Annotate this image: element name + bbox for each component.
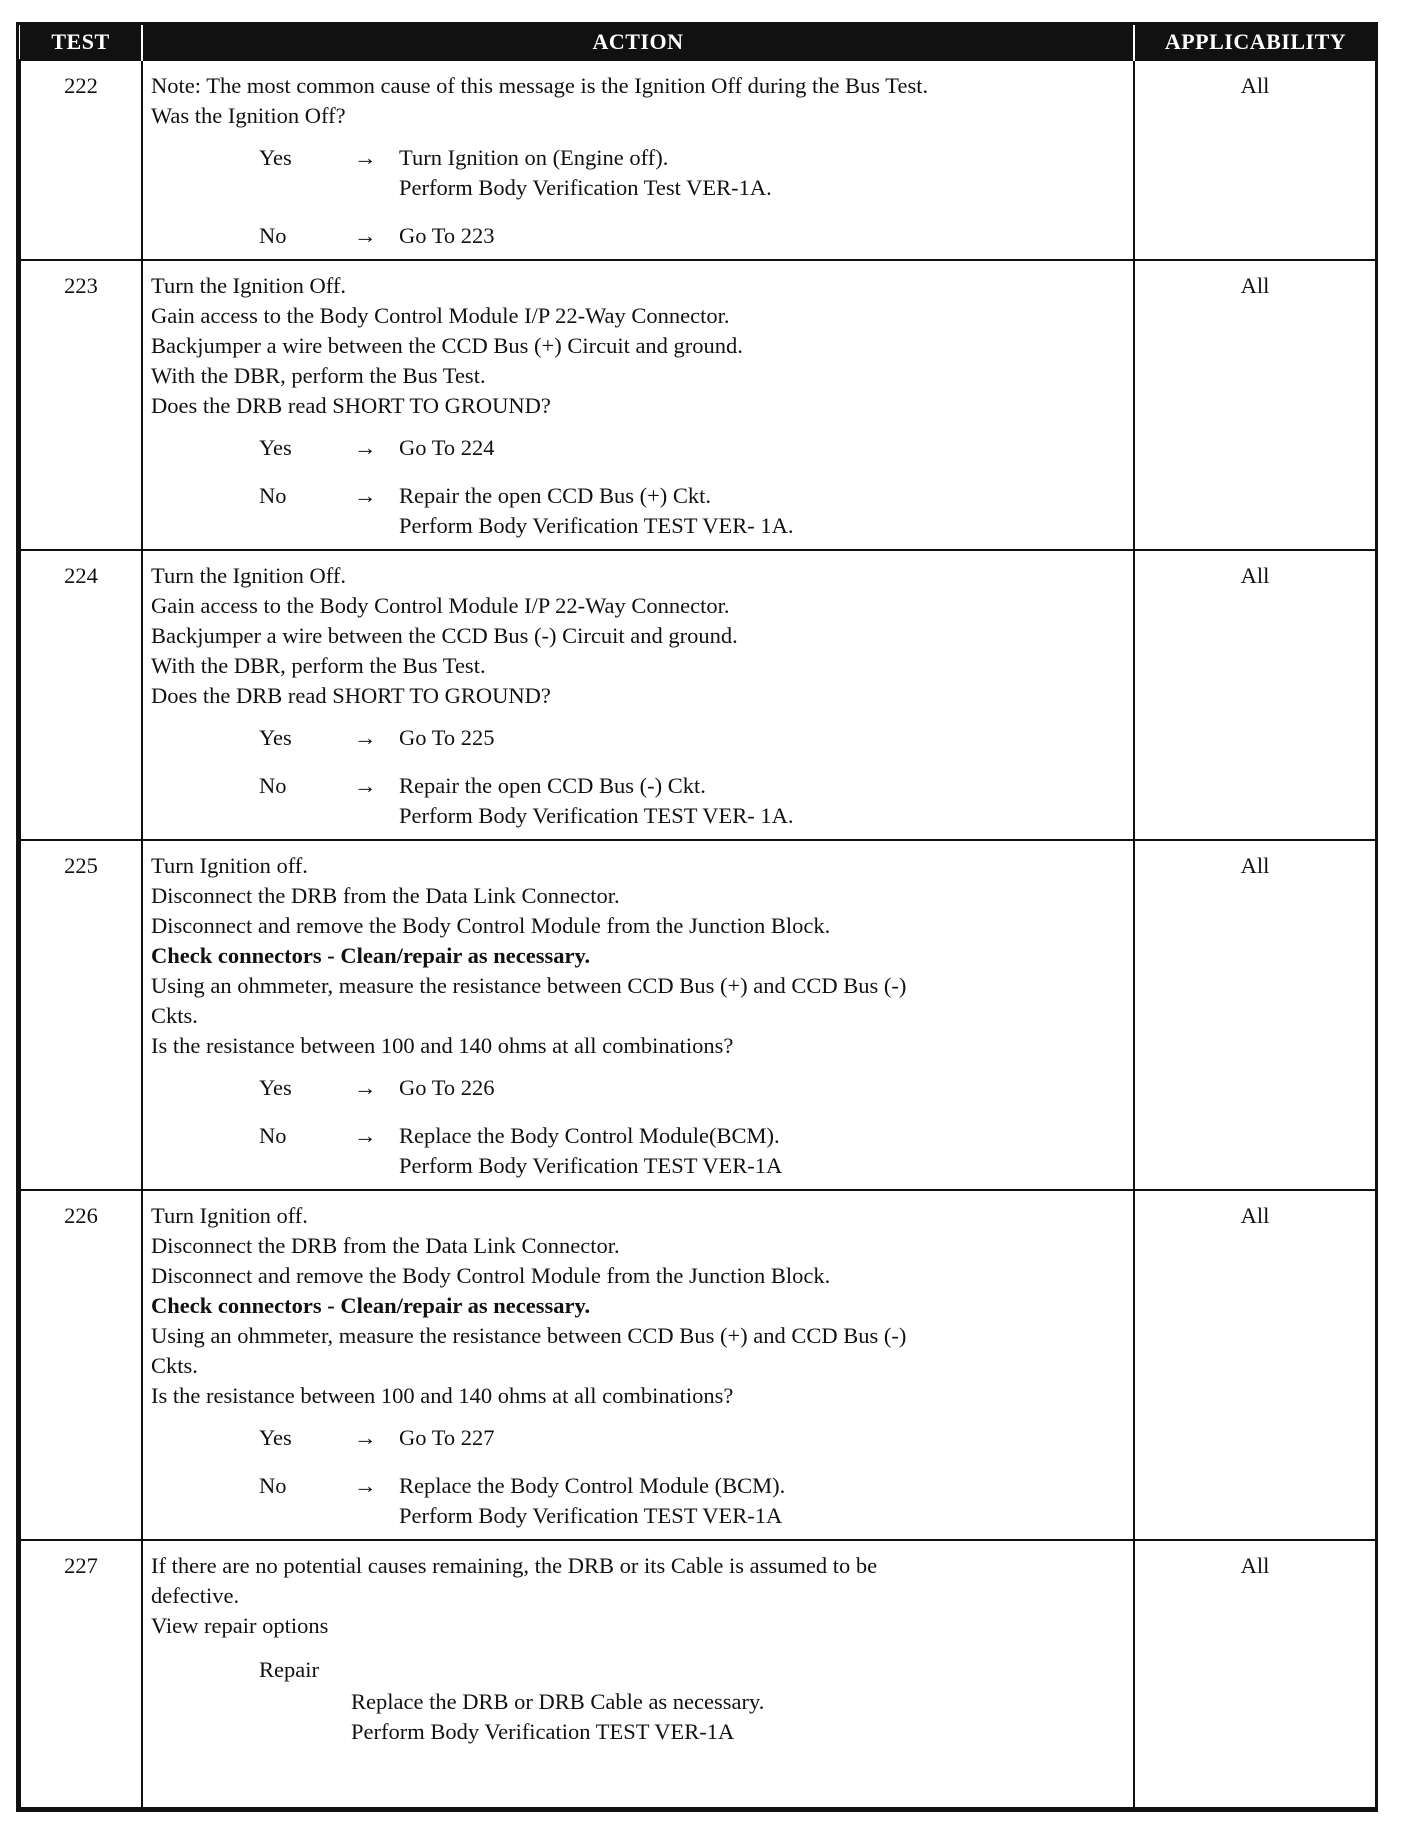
result-options: [259, 1423, 1125, 1531]
repair-label: Repair: [259, 1657, 319, 1682]
yes-text: Go To 226: [399, 1075, 495, 1100]
arrow-icon: →: [354, 223, 377, 248]
result-options: [259, 1073, 1125, 1181]
arrow-icon: →: [354, 773, 377, 798]
arrow-icon: →: [354, 1473, 377, 1498]
action-line: Is the resistance between 100 and 140 ohms at all combinations?: [151, 1033, 734, 1058]
no-text: Repair the open CCD Bus (-) Ckt.: [399, 773, 706, 798]
check-connectors-note: Check connectors - Clean/repair as necessary.: [151, 943, 591, 968]
result-yes: [259, 143, 1125, 203]
repair-text: Perform Body Verification TEST VER-1A: [351, 1719, 735, 1744]
arrow-icon: →: [354, 145, 377, 170]
result-yes: [259, 1073, 1125, 1103]
action-line: Using an ohmmeter, measure the resistance between CCD Bus (+) and CCD Bus (-): [151, 973, 907, 998]
action-cell: [142, 60, 1134, 260]
result-no: [259, 771, 1125, 831]
result-no: [259, 221, 1125, 251]
header-applicability: APPLICABILITY: [1134, 25, 1376, 60]
action-line: Gain access to the Body Control Module I/P 22-Way Connector.: [151, 303, 730, 328]
action-line: Turn Ignition off.: [151, 1203, 308, 1228]
no-text: Perform Body Verification TEST VER- 1A.: [399, 513, 794, 538]
table-row-223: [20, 260, 1376, 550]
applicability-cell: All: [1134, 260, 1376, 550]
action-line: With the DBR, perform the Bus Test.: [151, 653, 486, 678]
table-row-226: [20, 1190, 1376, 1540]
yes-text: Perform Body Verification Test VER-1A.: [399, 175, 772, 200]
applicability-cell: All: [1134, 1540, 1376, 1808]
table-row-222: [20, 60, 1376, 260]
action-line: Turn the Ignition Off.: [151, 273, 347, 298]
action-line: Using an ohmmeter, measure the resistance between CCD Bus (+) and CCD Bus (-): [151, 1323, 907, 1348]
table-row-227: [20, 1540, 1376, 1808]
test-number: 222: [20, 60, 142, 260]
diagnostic-procedure-table: [19, 25, 1377, 1809]
diagnostic-procedure-table-frame: [16, 22, 1378, 1812]
table-row-225: [20, 840, 1376, 1190]
action-line: defective.: [151, 1583, 240, 1608]
header-row: [20, 25, 1376, 60]
action-line: Backjumper a wire between the CCD Bus (-) Circuit and ground.: [151, 623, 738, 648]
view-repair-options: View repair options: [151, 1613, 329, 1638]
no-label: No: [259, 773, 287, 798]
yes-label: Yes: [259, 725, 292, 750]
repair-text: Replace the DRB or DRB Cable as necessary.: [351, 1689, 765, 1714]
action-line: Does the DRB read SHORT TO GROUND?: [151, 393, 551, 418]
result-no: [259, 1471, 1125, 1531]
result-options: [259, 433, 1125, 541]
result-no: [259, 1121, 1125, 1181]
action-line: Note: The most common cause of this message is the Ignition Off during the Bus Test.: [151, 73, 929, 98]
repair-option: [259, 1655, 1125, 1747]
action-line: Disconnect and remove the Body Control Module from the Junction Block.: [151, 913, 831, 938]
action-cell: [142, 1540, 1134, 1808]
action-line: Is the resistance between 100 and 140 ohms at all combinations?: [151, 1383, 734, 1408]
action-line: If there are no potential causes remaining, the DRB or its Cable is assumed to be: [151, 1553, 878, 1578]
yes-text: Go To 224: [399, 435, 495, 460]
arrow-icon: →: [354, 483, 377, 508]
yes-label: Yes: [259, 435, 292, 460]
yes-text: Turn Ignition on (Engine off).: [399, 145, 669, 170]
action-line: Ckts.: [151, 1353, 198, 1378]
arrow-icon: →: [354, 435, 377, 460]
action-cell: [142, 550, 1134, 840]
action-line: Turn Ignition off.: [151, 853, 308, 878]
action-cell: [142, 260, 1134, 550]
action-line: Disconnect the DRB from the Data Link Connector.: [151, 1233, 620, 1258]
test-number: 225: [20, 840, 142, 1190]
header-action: ACTION: [142, 25, 1134, 60]
result-options: [259, 143, 1125, 251]
result-yes: [259, 1423, 1125, 1453]
no-text: Replace the Body Control Module(BCM).: [399, 1123, 780, 1148]
table-row-224: [20, 550, 1376, 840]
applicability-cell: All: [1134, 60, 1376, 260]
action-cell: [142, 840, 1134, 1190]
test-number: 227: [20, 1540, 142, 1808]
no-label: No: [259, 1123, 287, 1148]
action-line: Was the Ignition Off?: [151, 103, 346, 128]
action-cell: [142, 1190, 1134, 1540]
yes-label: Yes: [259, 145, 292, 170]
check-connectors-note: Check connectors - Clean/repair as necessary.: [151, 1293, 591, 1318]
arrow-icon: →: [354, 1075, 377, 1100]
header-test: TEST: [20, 25, 142, 60]
applicability-cell: All: [1134, 1190, 1376, 1540]
no-text: Perform Body Verification TEST VER-1A: [399, 1153, 783, 1178]
action-line: Ckts.: [151, 1003, 198, 1028]
no-text: Repair the open CCD Bus (+) Ckt.: [399, 483, 712, 508]
test-number: 226: [20, 1190, 142, 1540]
yes-text: Go To 227: [399, 1425, 495, 1450]
test-number: 224: [20, 550, 142, 840]
no-label: No: [259, 1473, 287, 1498]
result-no: [259, 481, 1125, 541]
result-yes: [259, 433, 1125, 463]
action-line: With the DBR, perform the Bus Test.: [151, 363, 486, 388]
yes-label: Yes: [259, 1425, 292, 1450]
action-line: Backjumper a wire between the CCD Bus (+) Circuit and ground.: [151, 333, 743, 358]
action-line: Turn the Ignition Off.: [151, 563, 347, 588]
action-line: Does the DRB read SHORT TO GROUND?: [151, 683, 551, 708]
yes-label: Yes: [259, 1075, 292, 1100]
no-label: No: [259, 223, 287, 248]
test-number: 223: [20, 260, 142, 550]
action-line: Disconnect the DRB from the Data Link Connector.: [151, 883, 620, 908]
result-options: [259, 723, 1125, 831]
arrow-icon: →: [354, 1425, 377, 1450]
no-text: Perform Body Verification TEST VER- 1A.: [399, 803, 794, 828]
result-yes: [259, 723, 1125, 753]
no-text: Replace the Body Control Module (BCM).: [399, 1473, 786, 1498]
applicability-cell: All: [1134, 840, 1376, 1190]
action-line: Disconnect and remove the Body Control Module from the Junction Block.: [151, 1263, 831, 1288]
arrow-icon: →: [354, 1123, 377, 1148]
applicability-cell: All: [1134, 550, 1376, 840]
arrow-icon: →: [354, 725, 377, 750]
no-label: No: [259, 483, 287, 508]
action-line: Gain access to the Body Control Module I/P 22-Way Connector.: [151, 593, 730, 618]
no-text: Go To 223: [399, 223, 495, 248]
yes-text: Go To 225: [399, 725, 495, 750]
no-text: Perform Body Verification TEST VER-1A: [399, 1503, 783, 1528]
